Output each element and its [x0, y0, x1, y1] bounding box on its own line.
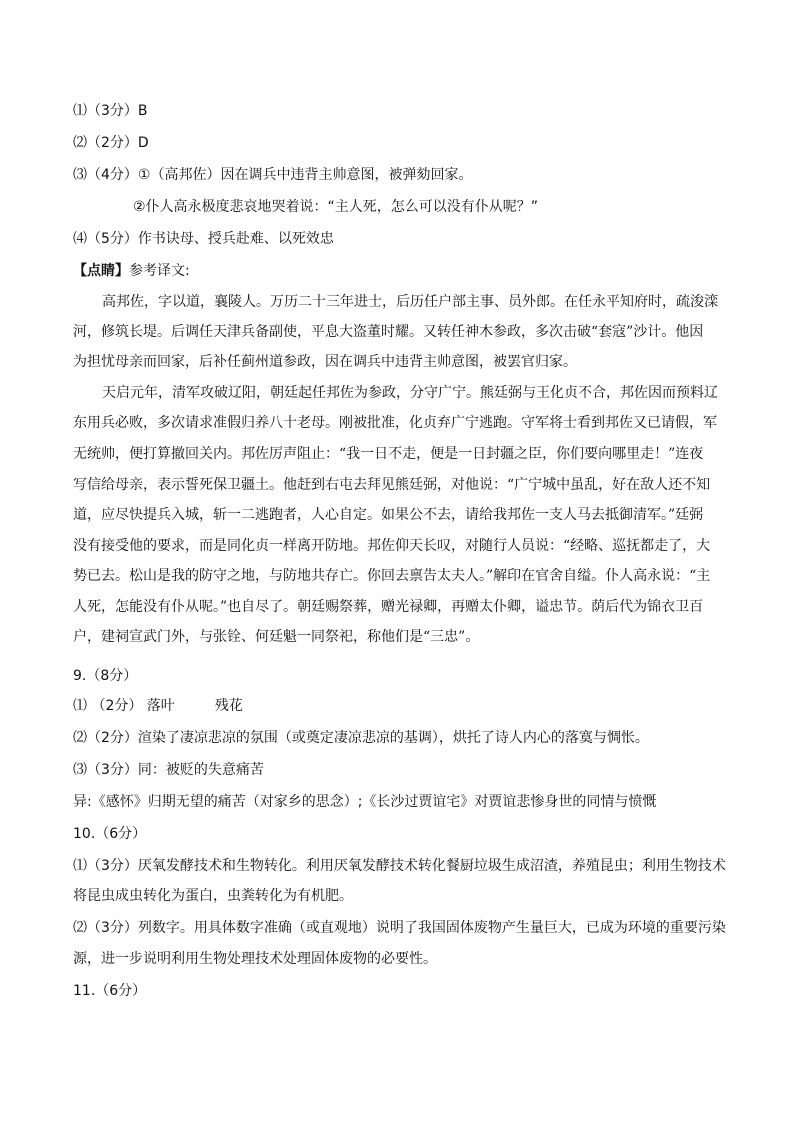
question-10-title: 10.（6分） [73, 826, 147, 842]
answer-10-1-line2: 将昆虫成虫转化为蛋白，虫粪转化为有机肥。 [73, 888, 353, 904]
answer-9-1 [73, 697, 243, 715]
answer-10-1-line1: ⑴（3分）厌氧发酵技术和生物转化。利用厌氧发酵技术转化餐厨垃圾生成沼渣，养殖昆虫；利用生物技术 [73, 858, 726, 874]
translation-line: 河，修筑长堤。后调任天津兵备副使，平息大盗董时耀。又转任神木参政，多次击破“套寇”沙计。他因 [73, 324, 704, 340]
translation-line: 户，建祠宣武门外，与张铨、何廷魁一同祭祀，称他们是“三忠”。 [73, 629, 480, 645]
translation-line: 无统帅，便打算撤回关内。邦佐厉声阻止：“我一日不走，便是一日封疆之臣，你们要向哪里走！”连夜 [73, 446, 704, 462]
translation-line: 写信给母亲，表示誓死保卫疆土。他赶到右屯去拜见熊廷弼，对他说：“广宁城中虽乱，好在敌人还不知 [73, 477, 711, 493]
answer-9-1-extra: 残花 [214, 698, 243, 714]
dianjing-label: 【点睛】 [73, 263, 129, 279]
answer-9-3-difference: 异:《感怀》归期无望的痛苦（对家乡的思念）;《长沙过贾谊宅》对贾谊悲惨身世的同情与愤慨 [73, 794, 657, 810]
answer-9-3: ⑶（3分）同：被贬的失意痛苦 [73, 762, 264, 778]
answer-10-2-line1: ⑵（3分）列数字。用具体数字准确（或直观地）说明了我国固体废物产生量巨大，已成为环境的重要污染 [73, 920, 726, 936]
question-11-title: 11.（6分） [73, 983, 147, 999]
answer-8-2: ⑵（2分）D [73, 135, 149, 151]
answer-8-4: ⑷（5分）作书诀母、授兵赴难、以死效忠 [73, 231, 334, 247]
dianjing-subtitle: 参考译文: [129, 263, 190, 279]
translation-line: 为担忧母亲而回家，后补任蓟州道参政，因在调兵中违背主帅意图，被罢官归家。 [73, 354, 577, 370]
answer-10-2-line2: 源，进一步说明利用生物处理技术处理固体废物的必要性。 [73, 951, 437, 967]
answer-8-3-part2: ②仆人高永极度悲哀地哭着说：“主人死，怎么可以没有仆从呢？” [133, 199, 539, 215]
translation-line: 人死，怎能没有仆从呢。”也自尽了。朝廷赐祭葬，赠光禄卿，再赠太仆卿，谥忠节。荫后代为锦衣卫百 [73, 599, 704, 615]
translation-line: 没有接受他的要求，而是同化贞一样离开防地。邦佐仰天长叹，对随行人员说：“经略、巡抚都走了，大 [73, 538, 711, 554]
answer-8-3-part1: ⑶（4分）①（高邦佐）因在调兵中违背主帅意图，被弹劾回家。 [73, 167, 473, 183]
answer-9-2: ⑵（2分）渲染了凄凉悲凉的氛围（或奠定凄凉悲凉的基调），烘托了诗人内心的落寞与惆怅。 [73, 730, 649, 746]
dianjing-heading [73, 262, 190, 280]
translation-line: 道，应尽快提兵入城，斩一二逃跑者，人心自定。如果公不去，请给我邦佐一支人马去抵御清军。”廷弼 [73, 507, 704, 523]
answer-9-1-label: ⑴ （2分） 落叶 [73, 698, 175, 714]
question-9-title: 9.（8分） [73, 668, 138, 684]
translation-line: 高邦佐，字以道，襄陵人。万历二十三年进士，后历任户部主事、员外郎。在任永平知府时，疏浚滦 [102, 294, 718, 310]
translation-line: 东用兵必败，多次请求准假归养八十老母。刚被批准，化贞弃广宁逃跑。守军将士看到邦佐又已请假，军 [73, 415, 717, 431]
answer-8-1: ⑴（3分）B [73, 103, 148, 119]
translation-line: 天启元年，清军攻破辽阳，朝廷起任邦佐为参政，分守广宁。熊廷弼与王化贞不合，邦佐因而预料辽 [102, 385, 718, 401]
translation-line: 势已去。松山是我的防守之地，与防地共存亡。你回去禀告太夫人。”解印在官舍自缢。仆人高永说：“主 [73, 568, 711, 584]
